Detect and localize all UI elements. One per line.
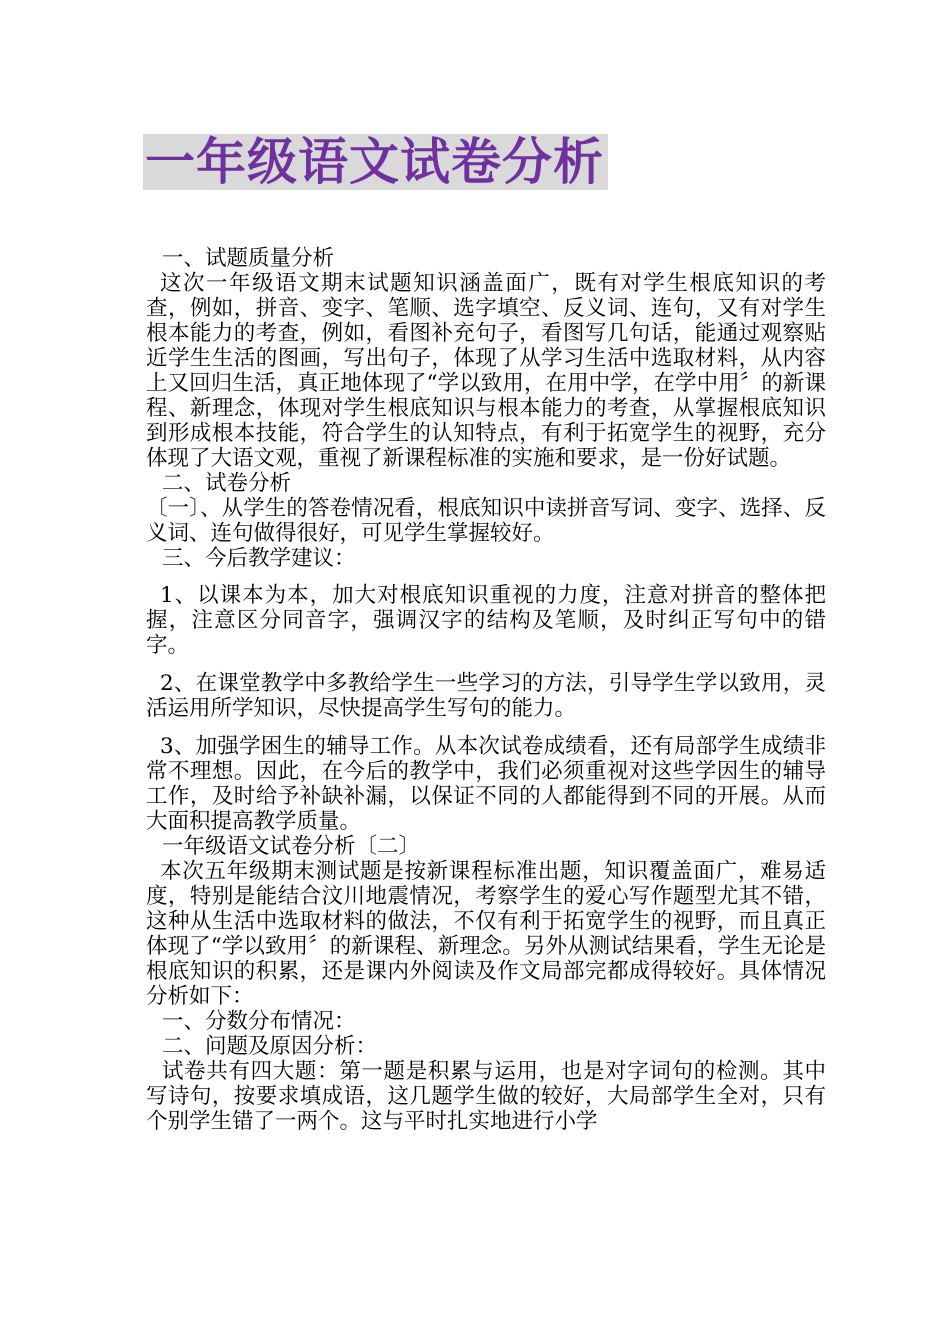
suggestion-3 — [146, 734, 826, 834]
heading-score-distribution: 一、分数分布情况： — [162, 1009, 356, 1034]
paragraph-quality-text: 这次一年级语文期末试题知识涵盖面广，既有对学生根底知识的考查，例如，拼音、变字、笔顺、选字填空、反义词、连句，又有对学生根本能力的考查，例如，看图补充句子，看图写几句话，能通过观察贴近学生生活的图画，写出句子，体现了从学习生活中选取材料，从内容上又回归生活，真正地体现了“学以致用，在用中学，在学中用〞的新课程、新理念，体现对学生根底知识与根本能力的考查，从掌握根底知识到形成根本技能，符合学生的认知特点，有利于拓宽学生的视野，充分体现了大语文观，重视了新课程标准的实施和要求，是一份好试题。 — [146, 271, 826, 471]
heading-problem-analysis: 二、问题及原因分析： — [162, 1034, 378, 1059]
heading-teaching-suggestions: 三、今后教学建议： — [162, 546, 356, 571]
suggestion-1-text: 1、以课本为本，加大对根底知识重视的力度，注意对拼音的整体把握，注意区分同音字，强调汉字的结构及笔顺，及时纠正写句中的错字。 — [146, 583, 826, 658]
paragraph-part-two-intro: 本次五年级期末测试题是按新课程标准出题，知识覆盖面广，难易适度，特别是能结合汶川地震情况，考察学生的爱心写作题型尤其不错，这种从生活中选取材料的做法，不仅有利于拓宽学生的视野，而且真正体现了“学以致用〞的新课程、新理念。另外从测试结果看，学生无论是根底知识的积累，还是课内外阅读及作文局部完都成得较好。具体情况分析如下： — [146, 859, 826, 1009]
document-body — [146, 246, 826, 1134]
suggestion-2 — [146, 671, 826, 721]
paragraph-four-questions: 试卷共有四大题：第一题是积累与运用，也是对字词句的检测。其中写诗句，按要求填成语，这几题学生做的较好，大局部学生全对，只有个别学生错了一两个。这与平时扎实地进行小学 — [146, 1059, 826, 1134]
heading-part-two: 一年级语文试卷分析〔二〕 — [162, 834, 421, 859]
heading-paper-analysis: 二、试卷分析 — [162, 471, 292, 496]
heading-quality-analysis: 一、试题质量分析 — [162, 246, 335, 271]
paragraph-answer-situation: 〔一〕、从学生的答卷情况看，根底知识中读拼音写词、变字、选择、反义词、连句做得很好，可见学生掌握较好。 — [146, 496, 826, 546]
document-title: 一年级语文试卷分析 — [143, 134, 608, 190]
suggestion-2-text: 2、在课堂教学中多教给学生一些学习的方法，引导学生学以致用，灵活运用所学知识，尽快提高学生写句的能力。 — [146, 671, 826, 721]
suggestion-1 — [146, 583, 826, 658]
suggestion-3-text: 3、加强学困生的辅导工作。从本次试卷成绩看，还有局部学生成绩非常不理想。因此，在今后的教学中，我们必须重视对这些学因生的辅导工作，及时给予补缺补漏，以保证不同的人都能得到不同的开展。从而大面积提高教学质量。 — [146, 734, 826, 834]
